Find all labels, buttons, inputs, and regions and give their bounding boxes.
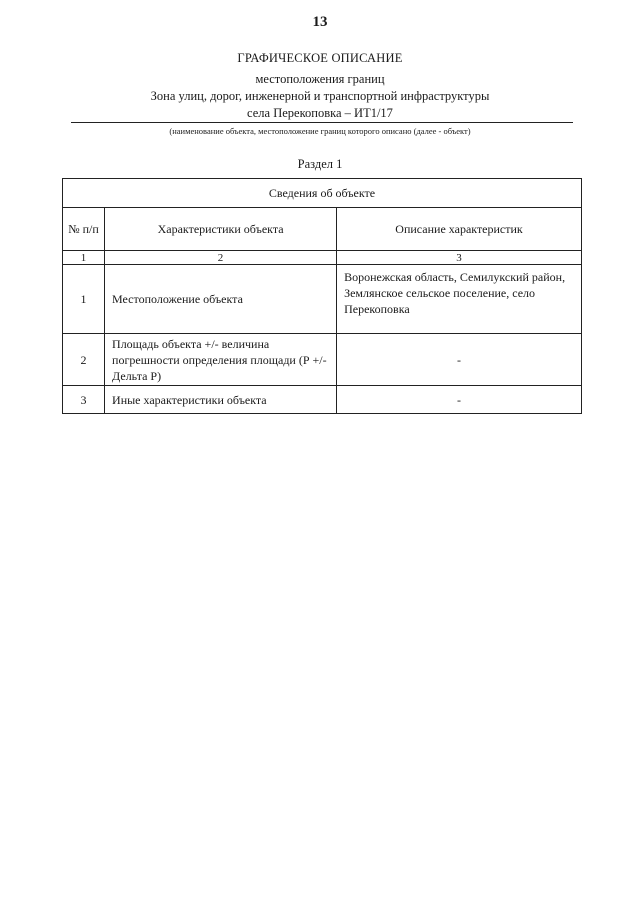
row-description: Воронежская область, Семилукский район, Землянское сельское поселение, село Перекоповка (337, 265, 582, 334)
row-num: 3 (63, 386, 105, 414)
table-row (63, 386, 582, 414)
row-characteristic: Площадь объекта +/- величина погрешности определения площади (Р +/- Дельта Р) (105, 334, 337, 386)
row-description: - (337, 386, 582, 414)
index-cell: 1 (63, 251, 105, 265)
document-title: ГРАФИЧЕСКОЕ ОПИСАНИЕ (237, 51, 403, 65)
header-characteristics: Характеристики объекта (105, 208, 337, 251)
header-line-3: села Перекоповка – ИТ1/17 (247, 106, 393, 120)
header-description: Описание характеристик (337, 208, 582, 251)
row-description: - (337, 334, 582, 386)
table-row (63, 334, 582, 386)
row-num: 2 (63, 334, 105, 386)
index-cell: 2 (105, 251, 337, 265)
table-caption-row (63, 179, 582, 208)
header-line-1: местоположения границ (255, 72, 385, 86)
table-row (63, 265, 582, 334)
object-info-table (62, 178, 582, 414)
row-num: 1 (63, 265, 105, 334)
object-caption: (наименование объекта, местоположение границ которого описано (далее - объект) (169, 126, 471, 136)
row-characteristic: Иные характеристики объекта (105, 386, 337, 414)
row-characteristic: Местоположение объекта (105, 265, 337, 334)
table-caption: Сведения об объекте (63, 179, 582, 208)
document-header (0, 50, 640, 122)
table-index-row (63, 251, 582, 265)
header-line-2: Зона улиц, дорог, инженерной и транспортной инфраструктуры (150, 89, 490, 103)
section-title: Раздел 1 (297, 157, 343, 171)
table-header-row (63, 208, 582, 251)
header-num: № п/п (63, 208, 105, 251)
header-underline (71, 122, 573, 123)
page-number: 13 (312, 14, 328, 30)
index-cell: 3 (337, 251, 582, 265)
